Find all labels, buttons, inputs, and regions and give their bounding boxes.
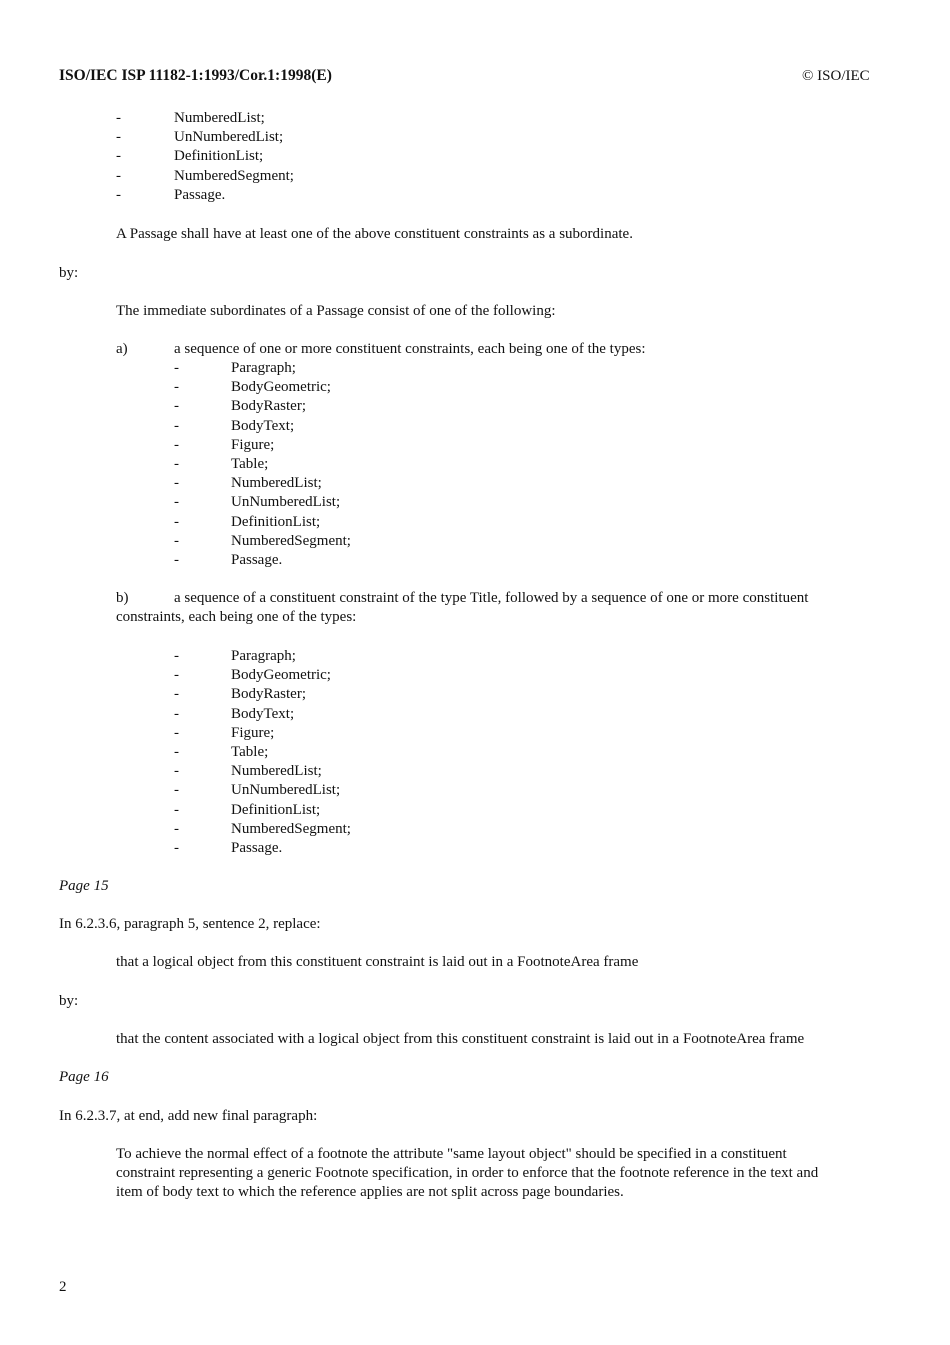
page-15-new-text: that the content associated with a logical object from this constituent constraint is laid out in a FootnoteArea frame [116,1031,805,1047]
page-number: 2 [59,1279,67,1295]
list-item: BodyGeometric; [231,379,331,396]
list-dash: - [174,436,179,453]
page-16-paragraph-line1: To achieve the normal effect of a footnote the attribute "same layout object" should be specified in a constituent [116,1146,787,1162]
list-item: UnNumberedList; [231,782,341,799]
list-dash: - [174,494,179,511]
list-item: NumberedSegment; [174,167,294,184]
list-dash: - [174,667,179,684]
list-item: NumberedList; [174,110,265,126]
page-16-instruction: In 6.2.3.7, at end, add new final paragraph: [59,1108,318,1124]
list-dash: - [174,724,179,741]
list-item: UnNumberedList; [231,494,341,511]
list-dash: - [116,148,121,165]
page-15-old-text: that a logical object from this constituent constraint is laid out in a FootnoteArea frame [116,954,639,970]
list-dash: - [116,110,121,126]
list-item: NumberedSegment; [231,820,351,837]
list-item: BodyRaster; [231,686,306,703]
list-item: DefinitionList; [174,148,264,165]
list-item: BodyText; [231,417,295,434]
item-b-text-line1: a sequence of a constituent constraint of the type Title, followed by a sequence of one or more constituent [174,590,809,606]
page-15-instruction: In 6.2.3.6, paragraph 5, sentence 2, replace: [59,916,321,932]
list-item: Figure; [231,724,275,741]
item-a-label: a) [116,341,128,357]
list-item: Passage. [231,552,283,568]
list-item: Passage. [231,840,283,856]
list-dash: - [174,513,179,530]
list-dash: - [174,763,179,780]
list-dash: - [174,801,179,818]
list-item: DefinitionList; [231,801,321,818]
list-dash: - [174,744,179,760]
page-16-heading: Page 16 [59,1069,109,1085]
list-dash: - [174,379,179,396]
list-dash: - [116,186,121,203]
page-16-paragraph-line3: item of body text to which the reference applies are not split across page boundaries. [116,1184,624,1200]
list-dash: - [174,456,179,472]
page-15-by-label: by: [59,993,79,1009]
list-item: BodyText; [231,705,295,722]
list-item: NumberedSegment; [231,532,351,549]
list-dash: - [174,648,179,664]
list-item: Table; [231,456,269,472]
copyright-label: © ISO/IEC [802,68,870,84]
list-dash: - [174,782,179,799]
list-item: BodyGeometric; [231,667,331,684]
list-item: Table; [231,744,269,760]
list-dash: - [174,705,179,722]
list-dash: - [174,820,179,837]
list-dash: - [174,840,179,856]
list-dash: - [174,398,179,415]
document-header-title: ISO/IEC ISP 11182-1:1993/Cor.1:1998(E) [59,67,332,84]
list-dash: - [174,475,179,492]
list-item: NumberedList; [231,763,322,780]
list-item: Passage. [174,186,226,203]
list-item: Figure; [231,436,275,453]
item-b-text-line2: constraints, each being one of the types: [116,609,357,625]
list-dash: - [174,360,179,376]
list-dash: - [116,129,121,146]
list-dash: - [116,167,121,184]
list-item: UnNumberedList; [174,129,284,146]
item-a-text: a sequence of one or more constituent constraints, each being one of the types: [174,341,646,357]
page-16-paragraph-line2: constraint representing a generic Footnote specification, in order to enforce that the footnote reference in the text and [116,1165,819,1181]
list-dash: - [174,532,179,549]
list-item: BodyRaster; [231,398,306,415]
item-b-label: b) [116,590,129,606]
list-dash: - [174,417,179,434]
list-dash: - [174,686,179,703]
list-item: Paragraph; [231,360,296,376]
list-item: Paragraph; [231,648,296,664]
page-15-heading: Page 15 [59,878,109,894]
list-item: DefinitionList; [231,513,321,530]
list-item: NumberedList; [231,475,322,492]
subordinates-intro: The immediate subordinates of a Passage consist of one of the following: [116,303,556,319]
list-dash: - [174,552,179,568]
passage-requirement-sentence: A Passage shall have at least one of the above constituent constraints as a subordinate. [116,226,633,242]
by-label: by: [59,265,79,281]
